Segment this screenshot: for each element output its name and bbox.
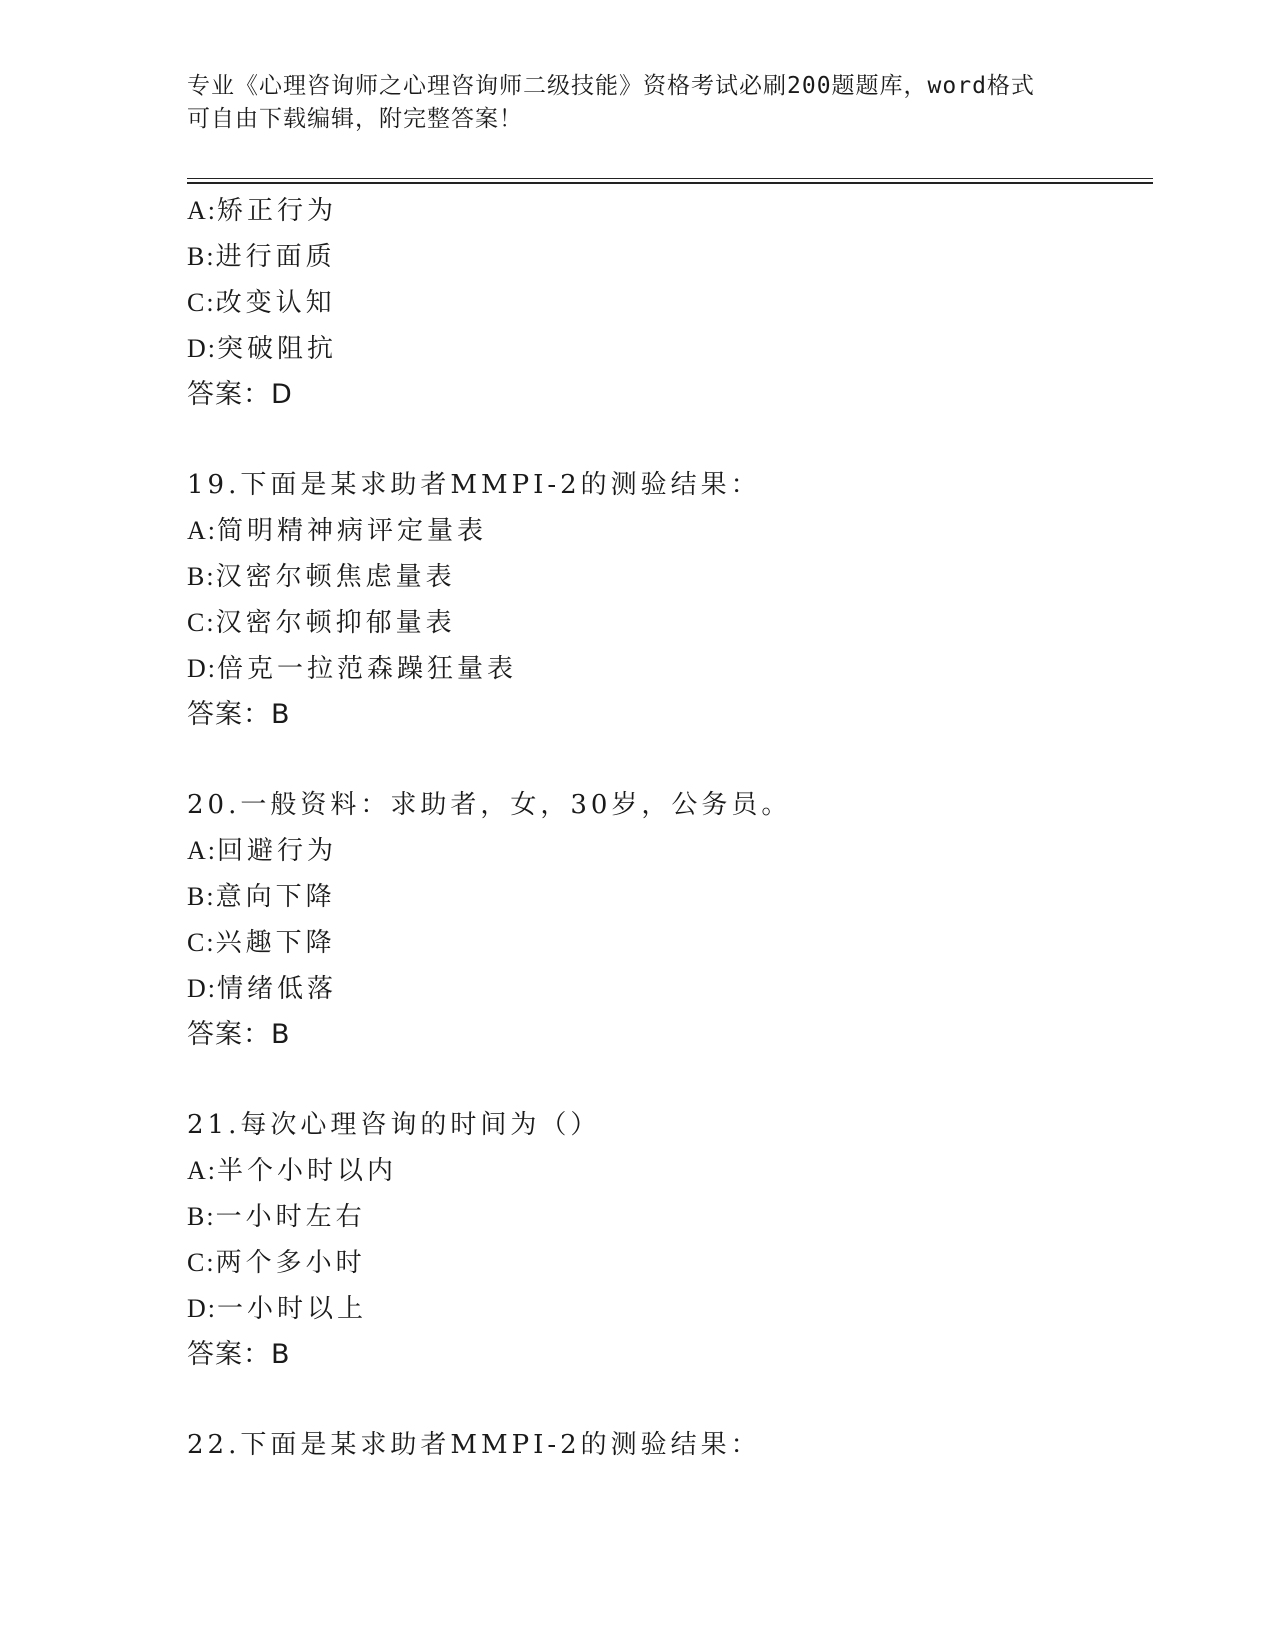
option-b: B:意向下降	[187, 882, 336, 912]
question-block-22	[187, 1422, 1147, 1468]
header-line-2: 可自由下载编辑，附完整答案！	[187, 106, 523, 132]
question-text: 22.下面是某求助者MMPI-2的测验结果：	[187, 1430, 761, 1460]
option-d: D:情绪低落	[187, 974, 338, 1004]
option-a: A:半个小时以内	[187, 1156, 398, 1186]
answer-line: 答案：B	[187, 1019, 291, 1050]
question-text: 21.每次心理咨询的时间为（）	[187, 1110, 601, 1140]
answer-line: 答案：D	[187, 379, 293, 410]
option-d: D:一小时以上	[187, 1294, 368, 1324]
question-text: 19.下面是某求助者MMPI-2的测验结果：	[187, 470, 761, 500]
option-c: C:两个多小时	[187, 1248, 366, 1278]
question-block-18	[187, 188, 1147, 418]
option-a: A:简明精神病评定量表	[187, 516, 488, 546]
option-d: D:突破阻抗	[187, 334, 338, 364]
header-divider-thin	[187, 178, 1153, 179]
question-text: 20.一般资料：求助者，女，30岁，公务员。	[187, 790, 792, 820]
option-a: A:矫正行为	[187, 196, 338, 226]
option-d: D:倍克一拉范森躁狂量表	[187, 654, 518, 684]
option-c: C:兴趣下降	[187, 928, 336, 958]
option-c: C:改变认知	[187, 288, 336, 318]
answer-line: 答案：B	[187, 699, 291, 730]
option-c: C:汉密尔顿抑郁量表	[187, 608, 456, 638]
option-a: A:回避行为	[187, 836, 338, 866]
question-list	[187, 188, 1147, 1468]
header-divider-thick	[187, 182, 1153, 184]
question-block-19	[187, 462, 1147, 738]
answer-line: 答案：B	[187, 1339, 291, 1370]
document-header	[187, 70, 1067, 136]
option-b: B:一小时左右	[187, 1202, 366, 1232]
option-b: B:进行面质	[187, 242, 336, 272]
question-block-20	[187, 782, 1147, 1058]
question-block-21	[187, 1102, 1147, 1378]
option-b: B:汉密尔顿焦虑量表	[187, 562, 456, 592]
header-line-1: 专业《心理咨询师之心理咨询师二级技能》资格考试必刷200题题库，word格式	[187, 73, 1035, 99]
